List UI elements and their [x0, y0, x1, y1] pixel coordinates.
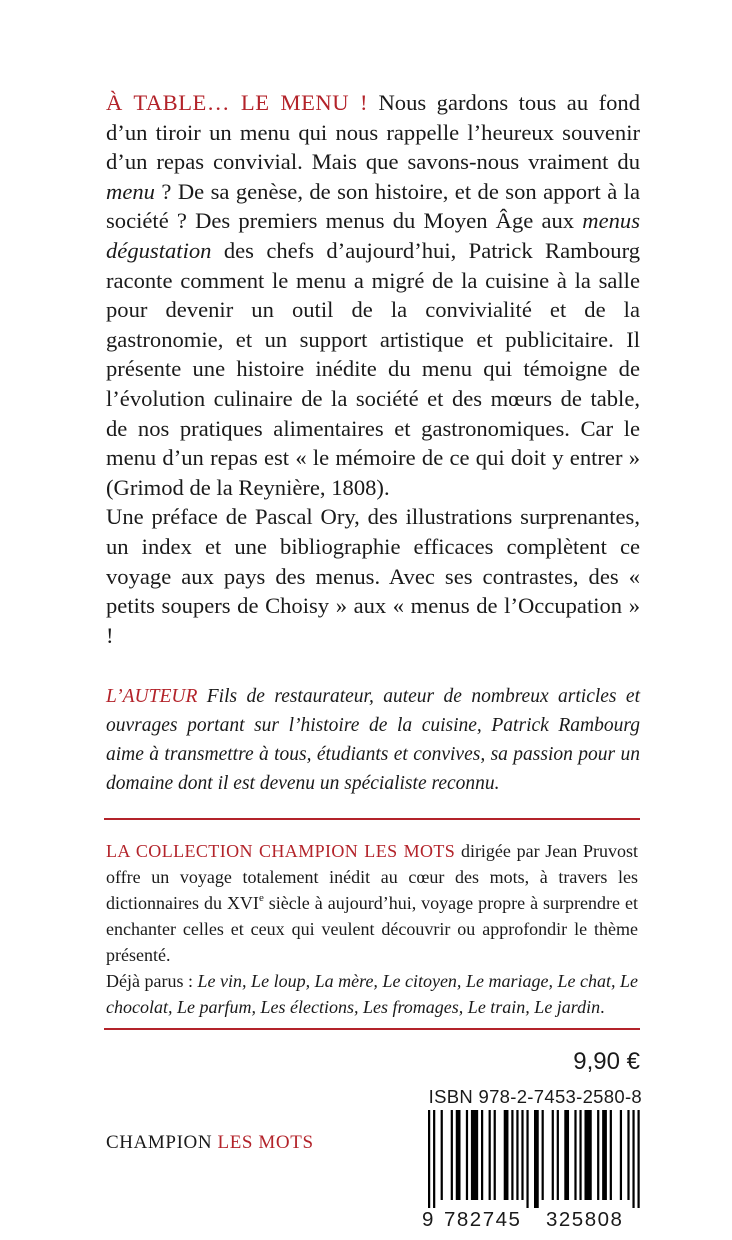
blurb-paragraph-1 [106, 88, 640, 502]
barcode-bar [456, 1110, 461, 1200]
collection-already-published [106, 968, 638, 1020]
barcode-bar [627, 1110, 629, 1200]
author-label: L’AUTEUR [106, 686, 198, 707]
barcode-bar [451, 1110, 453, 1200]
barcode-bar [511, 1110, 513, 1200]
collection-section [106, 838, 638, 1020]
brand-champion: CHAMPION [106, 1132, 218, 1153]
barcode-bar [481, 1110, 483, 1200]
blurb-italic-menus-degustation: menus dégustation [106, 208, 640, 263]
isbn: ISBN 978-2-7453-2580-8 [428, 1086, 642, 1107]
barcode-icon [428, 1110, 640, 1208]
collection-text-2: siècle à aujourd’hui, voyage propre à surprendre et enchanter celles et ceux qui veulent découvrir ou approfondir le thème présenté. [106, 893, 638, 965]
barcode-bar [433, 1110, 435, 1208]
author-section [106, 682, 640, 798]
blurb-heading: À TABLE… LE MENU ! [106, 90, 369, 115]
barcode-bar [494, 1110, 496, 1200]
barcode-bar [471, 1110, 478, 1200]
barcode-bar [466, 1110, 468, 1200]
barcode-bar [504, 1110, 509, 1200]
already-published-titles: Le vin, Le loup, La mère, Le citoyen, Le mariage, Le chat, Le chocolat, Le parfum, Les élections, Les fromages, Le train, Le jardin [106, 971, 639, 1017]
collection-description [106, 838, 638, 968]
barcode-bar [637, 1110, 639, 1208]
divider-bottom [104, 1028, 640, 1030]
barcode-bar [542, 1110, 544, 1200]
barcode-group-1: 782745 [444, 1208, 522, 1231]
barcode-bar [632, 1110, 634, 1208]
blurb-text-2: ? De sa genèse, de son histoire, et de son apport à la société ? Des premiers menus du Moyen Âge aux [106, 178, 640, 234]
already-published-label: Déjà parus : [106, 971, 198, 991]
barcode-bar [534, 1110, 539, 1208]
already-published-end: . [600, 997, 605, 1017]
barcode-bar [526, 1110, 528, 1208]
barcode-bar [564, 1110, 569, 1200]
collection-century: XVI [226, 893, 259, 913]
barcode-bar [620, 1110, 622, 1200]
barcode-bar [597, 1110, 599, 1200]
publisher-brand [106, 1132, 314, 1154]
collection-century-sup: e [258, 892, 264, 904]
price: 9,90 € [573, 1048, 640, 1075]
barcode-digit-first: 9 [422, 1208, 435, 1231]
barcode-bar [584, 1110, 591, 1200]
brand-les-mots: LES MOTS [217, 1132, 314, 1153]
blurb-text-1: Nous gardons tous au fond d’un tiroir un menu qui nous rappelle l’heureux souvenir d’un repas convivial. Mais que savons-nous vraiment du [106, 90, 640, 175]
divider-top [104, 818, 640, 820]
barcode-bar [441, 1110, 443, 1200]
barcode-bar [516, 1110, 518, 1200]
author-bio: Fils de restaurateur, auteur de nombreux articles et ouvrages portant sur l’histoire de la cuisine, Patrick Rambourg aime à transmettre à tous, étudiants et convives, sa passion pour un domaine dont il est devenu un spécialiste reconnu. [106, 686, 640, 794]
barcode-bar [602, 1110, 607, 1200]
barcode-bar [557, 1110, 559, 1200]
barcode-bar [489, 1110, 491, 1200]
blurb-paragraph-2: Une préface de Pascal Ory, des illustrations surprenantes, un index et une bibliographie efficaces complètent ce voyage aux pays des menus. Avec ses contrastes, des « petits soupers de Choisy » aux « menus de l’Occupation » ! [106, 504, 640, 648]
back-cover-blurb [106, 88, 640, 650]
barcode-bar [610, 1110, 612, 1200]
barcode-bar [552, 1110, 554, 1200]
collection-text-1: dirigée par Jean Pruvost offre un voyage totalement inédit au cœur des mots, à travers les dictionnaires du [106, 841, 638, 913]
barcode-bar [574, 1110, 576, 1200]
blurb-italic-menu: menu [106, 178, 155, 204]
collection-label: LA COLLECTION CHAMPION LES MOTS [106, 841, 456, 861]
barcode-bar [579, 1110, 581, 1200]
barcode-bar [521, 1110, 523, 1200]
blurb-text-3: des chefs d’aujourd’hui, Patrick Rambourg raconte comment le menu a migré de la cuisine à la salle pour devenir un outil de la convivialité et de la gastronomie, et un support artistique et publicitaire. Il présente une histoire inédite du menu qui témoigne de l’évolution culinaire de la société et des mœurs de table, de nos pratiques alimentaires et gastronomiques. Car le menu d’un repas est « le mémoire de ce qui doit y entrer » (Grimod de la Reynière, 1808). [106, 237, 640, 500]
barcode-bar [428, 1110, 430, 1208]
barcode-group-2: 325808 [546, 1208, 624, 1231]
